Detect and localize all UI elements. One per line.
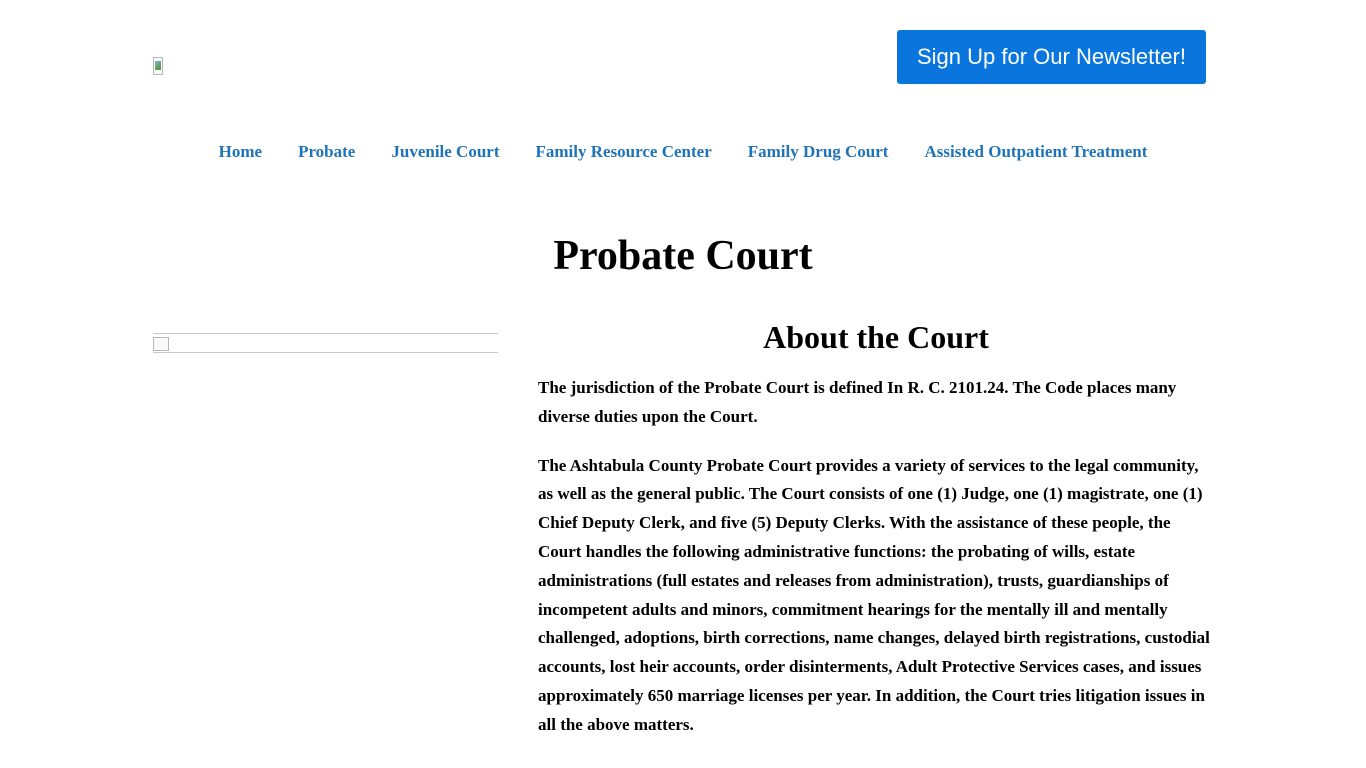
- broken-image-icon: [153, 337, 169, 351]
- newsletter-signup-button[interactable]: Sign Up for Our Newsletter!: [897, 30, 1206, 84]
- page-title: Probate Court: [553, 233, 813, 279]
- nav-item-probate[interactable]: Probate: [298, 142, 356, 161]
- main-nav: [0, 138, 1366, 166]
- nav-item-juvenile-court[interactable]: Juvenile Court: [391, 142, 500, 161]
- nav-item-family-drug-court[interactable]: Family Drug Court: [747, 142, 889, 161]
- nav-item-assisted-outpatient-treatment[interactable]: Assisted Outpatient Treatment: [924, 142, 1148, 161]
- site-header: [0, 0, 1366, 110]
- nav-item-family-resource-center[interactable]: Family Resource Center: [535, 142, 712, 161]
- side-image-placeholder: [153, 333, 498, 353]
- section-heading: About the Court: [763, 319, 989, 355]
- jurisdiction-paragraph: The jurisdiction of the Probate Court is defined In R. C. 2101.24. The Code places many diverse duties upon the Court.: [538, 378, 1177, 426]
- services-paragraph: The Ashtabula County Probate Court provides a variety of services to the legal community, as well as the general public. The Court consists of one (1) Judge, one (1) magistrate, one (1) Chief Deputy Clerk, and five (5) Deputy Clerks. With the assistance of these people, the Court handles the following administrative functions: the probating of wills, estate administrations (full estates and releases from administration), trusts, guardianships of incompetent adults and minors, commitment hearings for the mentally ill and mentally challenged, adoptions, birth corrections, name changes, delayed birth registrations, custodial accounts, lost heir accounts, order disinterments, Adult Protective Services cases, and issues approximately 650 marriage licenses per year. In addition, the Court tries litigation issues in all the above matters.: [538, 455, 1210, 734]
- about-section: [538, 314, 1214, 760]
- logo-broken-image-icon[interactable]: [153, 57, 163, 75]
- nav-item-home[interactable]: Home: [218, 142, 263, 161]
